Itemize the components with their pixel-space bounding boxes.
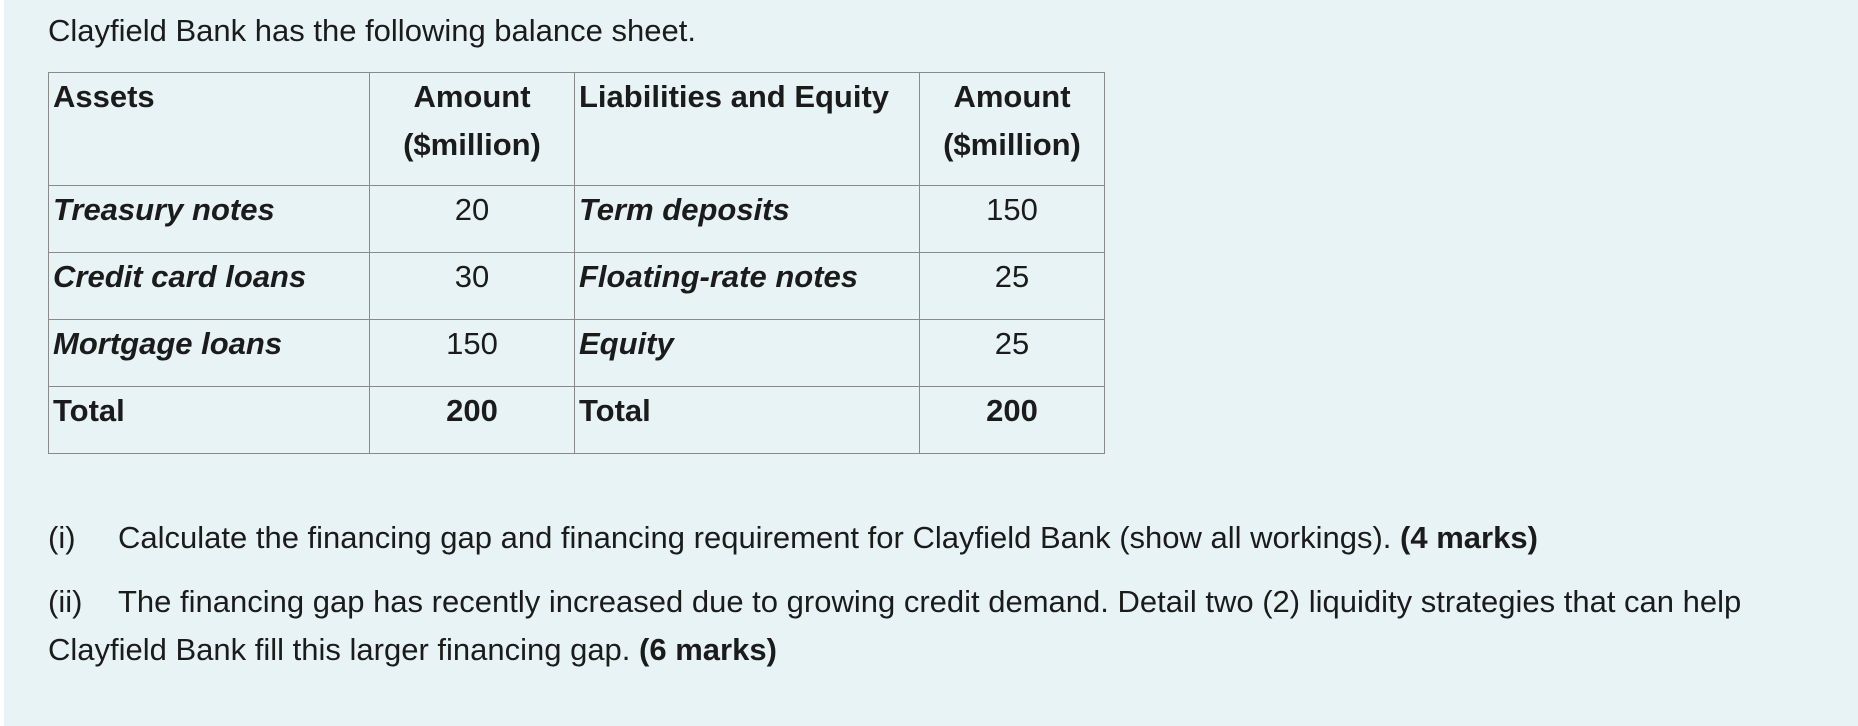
question-i (48, 514, 1838, 562)
asset-amount: 20 (370, 186, 575, 253)
table-row (49, 320, 1105, 387)
header-amount-liabilities-line1: Amount (953, 79, 1071, 114)
table-row (49, 186, 1105, 253)
table-row (49, 253, 1105, 320)
liability-total-label: Total (575, 387, 920, 454)
intro-text: Clayfield Bank has the following balance sheet. (48, 13, 696, 48)
question-text: Calculate the financing gap and financing requirement for Clayfield Bank (show all workings). (118, 520, 1392, 555)
liability-amount: 25 (920, 320, 1105, 387)
header-amount-assets-line2: ($million) (403, 127, 541, 162)
question-number: (ii) (48, 584, 83, 619)
question-text: The financing gap has recently increased due to growing credit demand. Detail two (2) liquidity strategies that can help Clayfield Bank fill this larger financing gap. (48, 584, 1742, 667)
header-amount-assets-line1: Amount (413, 79, 531, 114)
header-liabilities (575, 73, 920, 186)
asset-amount: 150 (370, 320, 575, 387)
liability-name: Term deposits (575, 186, 920, 253)
asset-total-label: Total (49, 387, 370, 454)
question-marks: (6 marks) (639, 632, 777, 667)
table-total-row (49, 387, 1105, 454)
liability-total-amount: 200 (920, 387, 1105, 454)
question-marks: (4 marks) (1400, 520, 1538, 555)
liability-name: Floating-rate notes (575, 253, 920, 320)
asset-name: Credit card loans (49, 253, 370, 320)
header-amount-assets (370, 73, 575, 186)
header-assets (49, 73, 370, 186)
questions-section (48, 514, 1838, 690)
question-ii (48, 578, 1838, 674)
header-liabilities-label: Liabilities and Equity (579, 79, 890, 114)
header-amount-liabilities-line2: ($million) (943, 127, 1081, 162)
liability-amount: 150 (920, 186, 1105, 253)
liability-amount: 25 (920, 253, 1105, 320)
table-header-row (49, 73, 1105, 186)
asset-total-amount: 200 (370, 387, 575, 454)
balance-sheet-table (48, 72, 1105, 454)
liability-name: Equity (575, 320, 920, 387)
asset-name: Mortgage loans (49, 320, 370, 387)
asset-name: Treasury notes (49, 186, 370, 253)
question-number: (i) (48, 520, 76, 555)
content-panel (4, 0, 1858, 726)
asset-amount: 30 (370, 253, 575, 320)
header-assets-label: Assets (53, 79, 155, 114)
header-amount-liabilities (920, 73, 1105, 186)
